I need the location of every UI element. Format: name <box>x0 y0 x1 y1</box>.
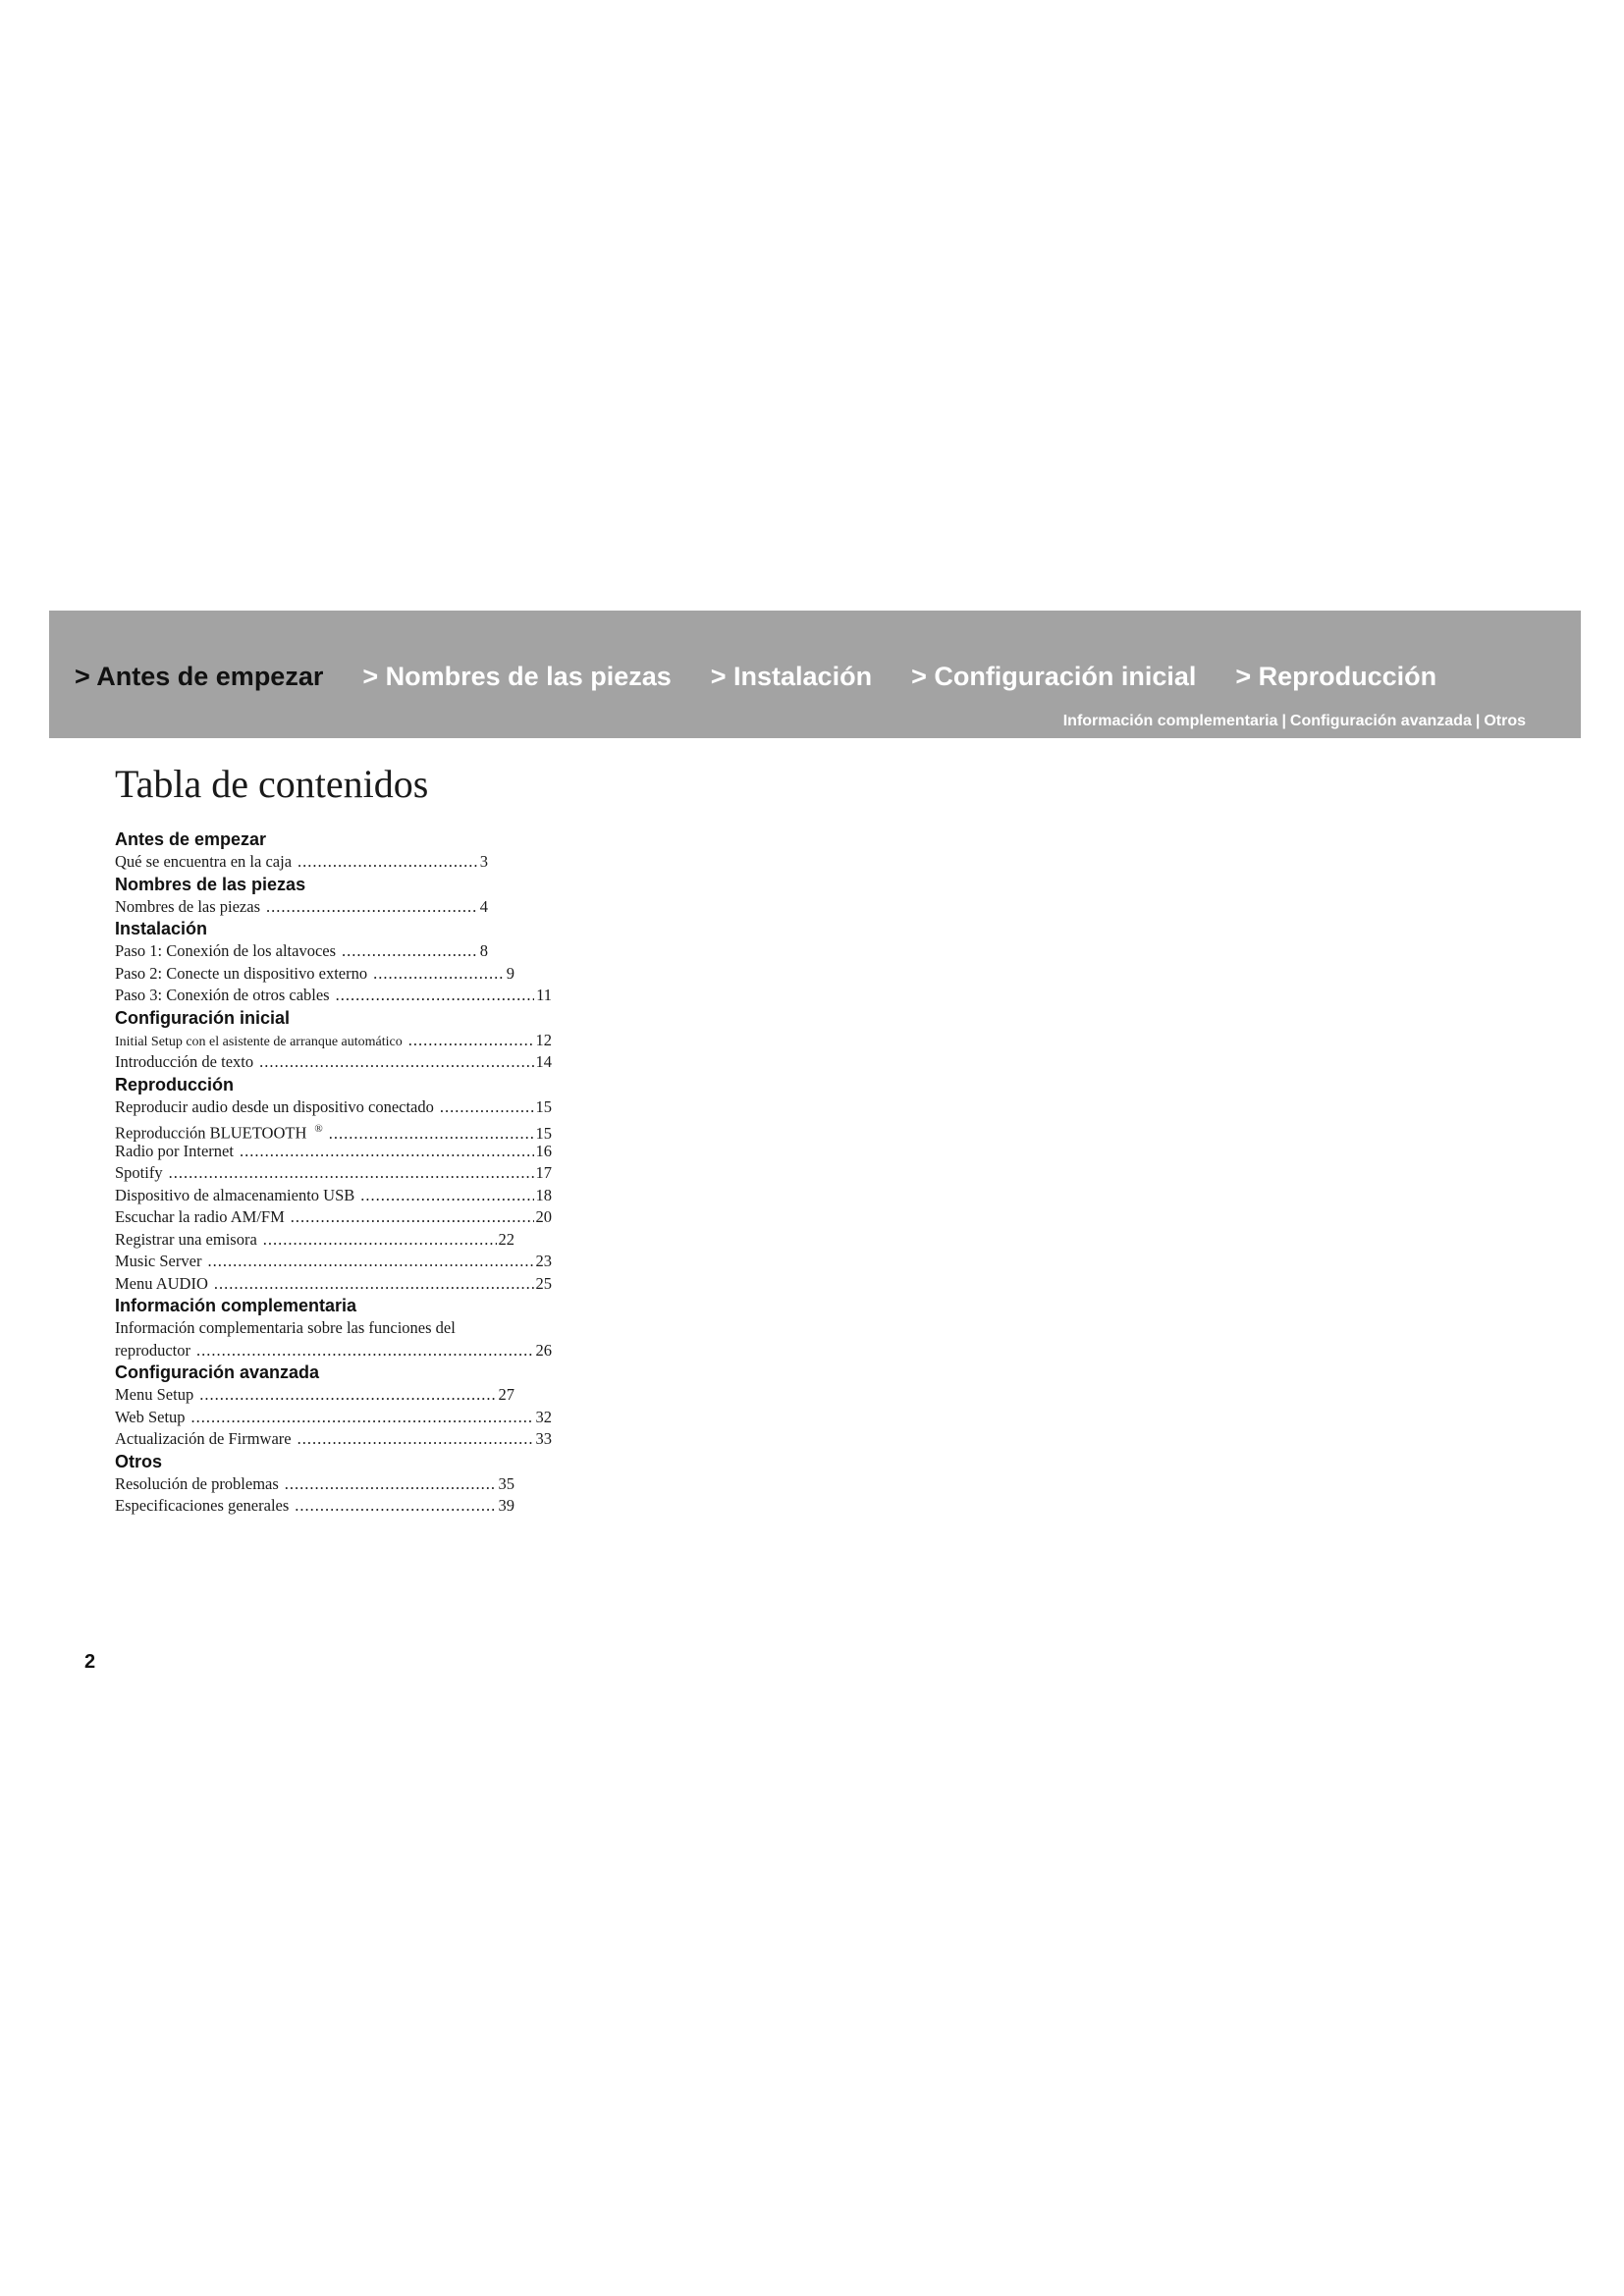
toc-entry-label: Radio por Internet <box>115 1141 234 1160</box>
toc-entry-label: Información complementaria sobre las funciones del <box>115 1318 456 1337</box>
toc-entry-page: 35 <box>498 1473 514 1493</box>
page-number: 2 <box>84 1651 96 1673</box>
toc-entry[interactable] <box>115 1473 514 1496</box>
toc-section-heading: Información complementaria <box>115 1296 357 1315</box>
toc-entry-label: Dispositivo de almacenamiento USB <box>115 1185 355 1204</box>
toc-leader-dots <box>440 1096 534 1119</box>
toc-leader-dots <box>373 963 505 986</box>
toc-entry[interactable] <box>115 1206 552 1229</box>
toc-entry-line1[interactable] <box>115 1317 552 1340</box>
toc-leader-dots <box>214 1273 534 1296</box>
toc-entry-page: 9 <box>506 963 514 983</box>
toc-entry-label: Spotify <box>115 1163 163 1182</box>
secondary-navigation <box>1063 713 1526 730</box>
toc-entry-label: Resolución de problemas <box>115 1473 279 1493</box>
nav-link-informacion-complementaria[interactable]: Información complementaria <box>1062 713 1278 729</box>
toc-entry-page: 22 <box>498 1229 514 1249</box>
toc-leader-dots <box>240 1141 534 1163</box>
toc-entry-label-text: Reproducción BLUETOOTH <box>115 1123 307 1143</box>
toc-section-heading: Nombres de las piezas <box>115 874 306 894</box>
toc-entry-page: 4 <box>479 896 488 916</box>
toc-entry-label: Paso 3: Conexión de otros cables <box>115 986 330 1004</box>
toc-entry-page: 25 <box>535 1273 552 1293</box>
toc-entry-label: Registrar una emisora <box>115 1229 257 1249</box>
toc-entry-page: 17 <box>535 1163 552 1182</box>
toc-entry-label: Initial Setup con el asistente de arranque automático <box>115 1034 403 1049</box>
table-of-contents <box>115 828 576 1518</box>
toc-entry-page: 16 <box>535 1141 552 1160</box>
toc-leader-dots <box>360 1185 533 1207</box>
toc-entry-label: reproductor <box>115 1340 190 1360</box>
toc-entry[interactable] <box>115 1273 552 1296</box>
toc-entry-page: 39 <box>498 1496 514 1515</box>
toc-leader-dots <box>259 1051 533 1074</box>
toc-entry-label: Actualización de Firmware <box>115 1429 292 1448</box>
toc-entry-page: 3 <box>479 852 488 871</box>
toc-leader-dots <box>169 1162 534 1185</box>
toc-leader-dots <box>285 1473 497 1496</box>
toc-entry[interactable] <box>115 985 552 1007</box>
navigation-bar <box>49 611 1581 738</box>
toc-section-heading: Instalación <box>115 919 208 938</box>
toc-entry[interactable] <box>115 1096 552 1119</box>
toc-entry[interactable] <box>115 896 488 919</box>
registered-mark: ® <box>314 1123 323 1135</box>
toc-leader-dots <box>199 1384 496 1407</box>
toc-entry[interactable] <box>115 1251 552 1273</box>
toc-entry[interactable] <box>115 1051 552 1074</box>
toc-leader-dots <box>263 1229 497 1252</box>
nav-separator: | <box>1475 713 1481 729</box>
toc-entry-page: 26 <box>535 1340 552 1360</box>
toc-entry-label: Menu Setup <box>115 1385 194 1404</box>
toc-entry[interactable] <box>115 1185 552 1207</box>
toc-entry[interactable] <box>115 1384 514 1407</box>
toc-leader-dots <box>408 1030 534 1052</box>
toc-entry-label: Nombres de las piezas <box>115 896 260 916</box>
toc-entry-label: Reproducir audio desde un dispositivo conectado <box>115 1096 434 1116</box>
toc-leader-dots <box>207 1251 533 1273</box>
toc-entry-page: 12 <box>535 1030 552 1049</box>
toc-entry[interactable] <box>115 963 514 986</box>
toc-entry[interactable] <box>115 1407 552 1429</box>
toc-leader-dots <box>196 1340 534 1362</box>
toc-entry-page: 14 <box>535 1052 552 1071</box>
toc-entry-label: Introducción de texto <box>115 1052 254 1071</box>
section-navigation <box>75 662 1436 692</box>
nav-link-configuracion-avanzada[interactable]: Configuración avanzada <box>1289 713 1472 729</box>
toc-entry[interactable] <box>115 851 488 874</box>
nav-link-nombres-de-las-piezas[interactable]: > Nombres de las piezas <box>362 662 672 691</box>
toc-section-heading: Configuración avanzada <box>115 1362 320 1382</box>
page-title: Tabla de contenidos <box>115 762 429 806</box>
toc-leader-dots <box>295 1495 496 1518</box>
toc-entry[interactable] <box>115 1141 552 1163</box>
toc-entry[interactable] <box>115 1030 552 1052</box>
nav-link-configuracion-inicial[interactable]: > Configuración inicial <box>911 662 1197 691</box>
toc-entry-label: Music Server <box>115 1252 202 1270</box>
toc-leader-dots <box>298 1428 534 1451</box>
toc-entry-page: 18 <box>535 1185 552 1204</box>
toc-entry-label: Paso 1: Conexión de los altavoces <box>115 941 337 960</box>
toc-leader-dots <box>266 896 478 919</box>
nav-link-antes-de-empezar[interactable]: > Antes de empezar <box>75 662 324 691</box>
toc-entry-page: 23 <box>535 1252 552 1270</box>
toc-entry[interactable] <box>115 1229 514 1252</box>
toc-entry-label: Paso 2: Conecte un dispositivo externo <box>115 963 368 983</box>
toc-entry-label: Escuchar la radio AM/FM <box>115 1207 285 1226</box>
toc-entry-page: 8 <box>479 941 488 960</box>
toc-entry[interactable] <box>115 1495 514 1518</box>
toc-section-heading: Reproducción <box>115 1074 235 1095</box>
toc-leader-dots <box>342 940 478 963</box>
nav-link-reproduccion[interactable]: > Reproducción <box>1235 662 1437 691</box>
toc-entry-page: 32 <box>535 1407 552 1426</box>
toc-entry-label: Web Setup <box>115 1407 186 1426</box>
toc-entry[interactable] <box>115 1340 552 1362</box>
toc-entry-page: 33 <box>535 1429 552 1448</box>
toc-entry-label: Qué se encuentra en la caja <box>115 852 293 871</box>
toc-entry-label: Especificaciones generales <box>115 1496 290 1515</box>
nav-link-instalacion[interactable]: > Instalación <box>710 662 873 691</box>
toc-entry[interactable] <box>115 940 488 963</box>
nav-link-otros[interactable]: Otros <box>1484 713 1526 729</box>
toc-entry-page: 20 <box>535 1207 552 1226</box>
toc-entry[interactable] <box>115 1162 552 1185</box>
toc-section-heading: Otros <box>115 1451 163 1471</box>
toc-entry-page: 27 <box>498 1385 514 1404</box>
toc-entry-label: Menu AUDIO <box>115 1273 208 1293</box>
toc-leader-dots <box>336 985 535 1007</box>
toc-leader-dots <box>291 1206 534 1229</box>
toc-entry-page: 15 <box>535 1096 552 1116</box>
toc-entry[interactable] <box>115 1118 552 1141</box>
nav-separator: | <box>1281 713 1286 729</box>
toc-entry-page: 15 <box>535 1123 552 1143</box>
toc-section-heading: Configuración inicial <box>115 1007 291 1028</box>
toc-leader-dots <box>298 851 478 874</box>
toc-entry-page: 11 <box>536 986 552 1004</box>
toc-leader-dots <box>191 1407 534 1429</box>
toc-entry[interactable] <box>115 1428 552 1451</box>
toc-section-heading: Antes de empezar <box>115 829 267 849</box>
